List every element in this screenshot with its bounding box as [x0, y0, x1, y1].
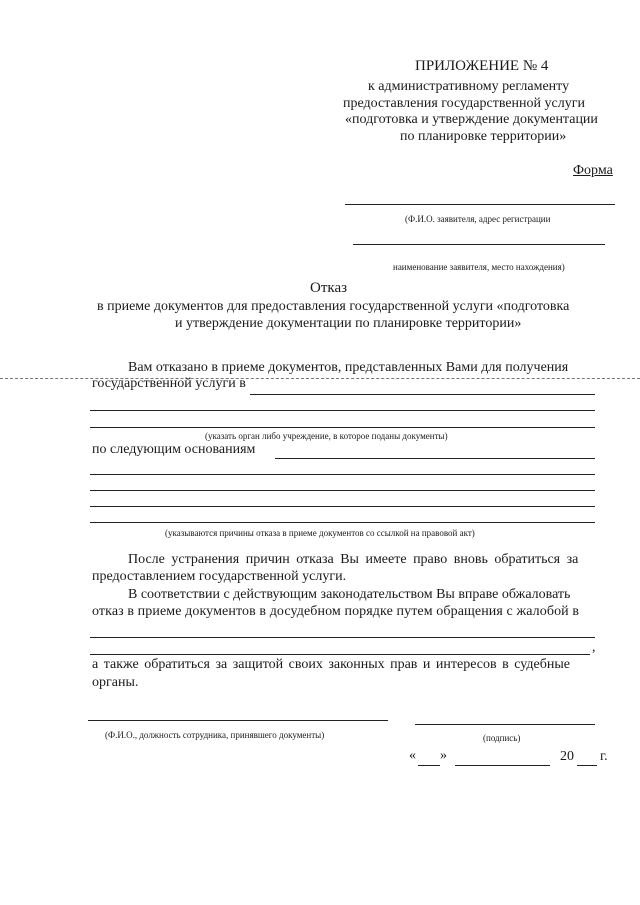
grounds-line-1 [275, 458, 595, 459]
date-day-line [418, 765, 440, 766]
appeal-text-line-1: В соответствии с действующим законодательством Вы вправе обжаловать [128, 587, 571, 602]
applicant-caption-2: наименование заявителя, место нахождения) [393, 262, 565, 272]
date-quote-close: » [440, 748, 447, 763]
date-quote-open: « [409, 748, 416, 763]
header-line-3: «подготовка и утверждение документации [345, 112, 598, 127]
refusal-text-line-1: Вам отказано в приеме документов, представленных Вами для получения [128, 360, 569, 375]
date-suffix: г. [600, 749, 608, 764]
official-name-line [88, 720, 388, 721]
applicant-name-line [345, 204, 615, 205]
document-title: Отказ [310, 280, 348, 296]
signature-line [415, 724, 595, 725]
document-subtitle-1: в приеме документов для предоставления государственной услуги «подготовка [97, 299, 570, 314]
appeal-comma: , [592, 640, 596, 655]
applicant-address-line [353, 244, 605, 245]
organ-caption: (указать орган либо учреждение, в которое поданы документы) [205, 431, 448, 441]
organ-line-3 [90, 427, 595, 428]
header-line-4: по планировке территории» [400, 129, 567, 144]
grounds-label: по следующим основаниям [92, 442, 256, 457]
appeal-line-1 [90, 637, 595, 638]
applicant-caption-1: (Ф.И.О. заявителя, адрес регистрации [405, 214, 551, 224]
organ-line-1 [250, 394, 595, 395]
organ-line-2 [90, 410, 595, 411]
date-year-line [577, 765, 597, 766]
header-line-2: предоставления государственной услуги [343, 96, 585, 111]
grounds-line-2 [90, 474, 595, 475]
annex-number: ПРИЛОЖЕНИЕ № 4 [415, 58, 549, 74]
date-year: 20 [560, 749, 574, 764]
refusal-text-line-2: государственной услуги в [92, 376, 246, 391]
grounds-line-3 [90, 490, 595, 491]
reasons-caption: (указываются причины отказа в приеме документов со ссылкой на правовой акт) [165, 528, 475, 538]
appeal-text-line-4: органы. [92, 675, 139, 690]
retry-text-line-1: После устранения причин отказа Вы имеете право вновь обратиться за [128, 552, 579, 567]
official-caption: (Ф.И.О., должность сотрудника, принявшего документы) [105, 730, 325, 740]
grounds-line-5 [90, 522, 595, 523]
appeal-text-line-2: отказ в приеме документов в досудебном порядке путем обращения с жалобой в [92, 604, 580, 619]
retry-text-line-2: предоставлением государственной услуги. [92, 569, 347, 584]
grounds-line-4 [90, 506, 595, 507]
header-line-1: к административному регламенту [368, 79, 570, 94]
document-subtitle-2: и утверждение документации по планировке территории» [175, 316, 522, 331]
date-month-line [455, 765, 550, 766]
signature-caption: (подпись) [483, 733, 521, 743]
appeal-text-line-3: а также обратиться за защитой своих законных прав и интересов в судебные [92, 657, 570, 672]
appeal-line-2 [90, 654, 590, 655]
form-label: Форма [573, 163, 613, 178]
